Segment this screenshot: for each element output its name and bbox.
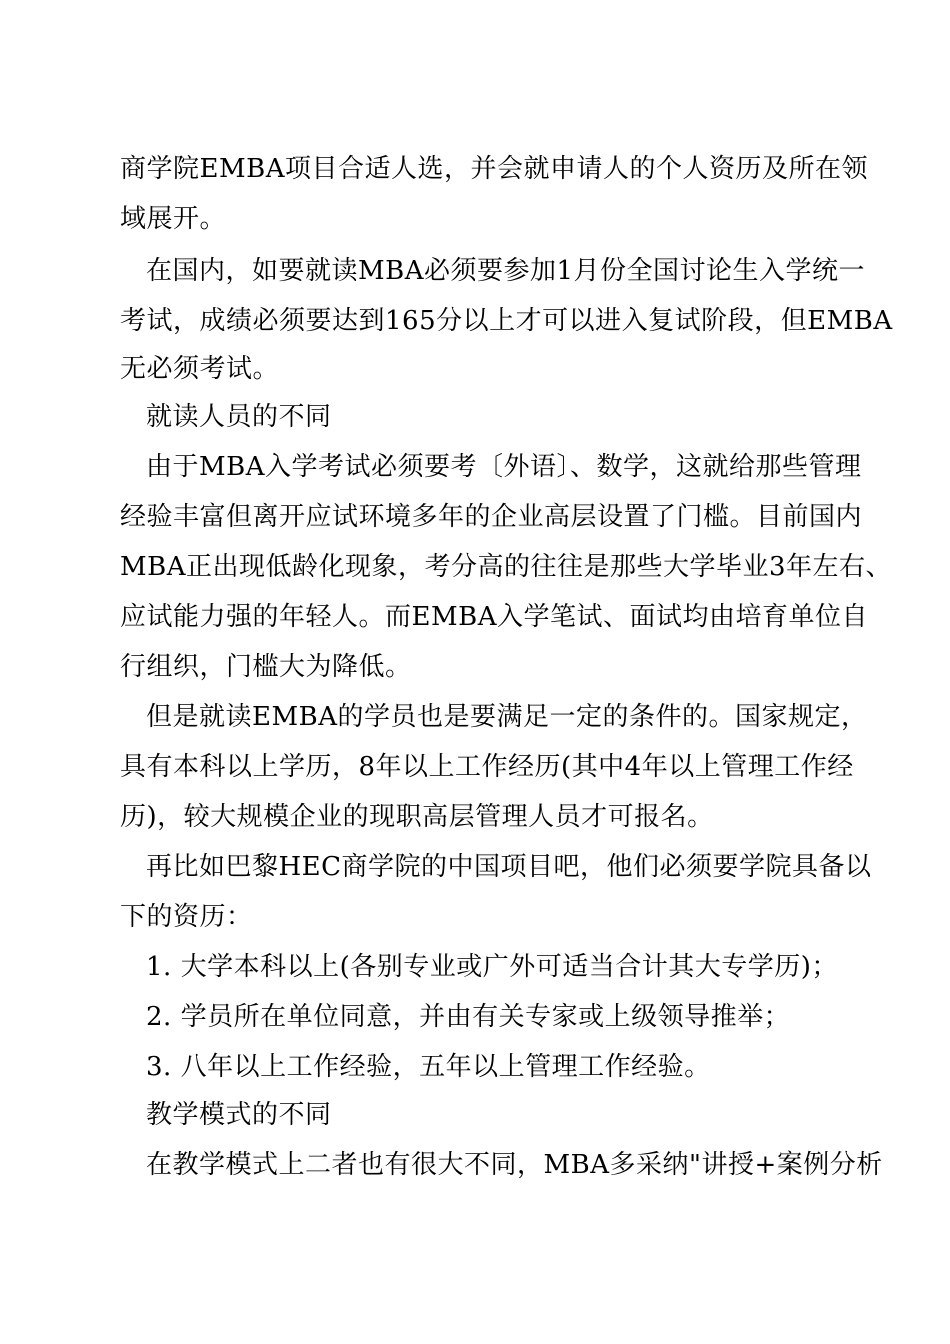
list-item: 2. 学员所在单位同意，并由有关专家或上级领导推举；: [146, 1002, 791, 1032]
text-line: 行组织，门槛大为降低。: [120, 652, 412, 682]
text-line: 应试能力强的年轻人。而EMBA入学笔试、面试均由培育单位自: [120, 602, 868, 632]
text-line: 历)，较大规模企业的现职高层管理人员才可报名。: [120, 802, 714, 832]
text-line: 再比如巴黎HEC商学院的中国项目吧，他们必须要学院具备以: [146, 852, 872, 882]
text-line: 由于MBA入学考试必须要考〔外语〕、数学，这就给那些管理: [146, 452, 862, 482]
list-item: 3. 八年以上工作经验，五年以上管理工作经验。: [146, 1052, 711, 1082]
text-line: 在国内，如要就读MBA必须要参加1月份全国讨论生入学统一: [146, 256, 866, 286]
list-item: 1. 大学本科以上(各别专业或广外可适当合计其大专学历)；: [146, 952, 838, 982]
text-line: 在教学模式上二者也有很大不同，MBA多采纳"讲授+案例分析: [146, 1150, 883, 1180]
section-heading: 教学模式的不同: [146, 1100, 332, 1130]
text-line: MBA正出现低龄化现象，考分高的往往是那些大学毕业3年左右、: [120, 552, 893, 582]
text-line: 经验丰富但离开应试环境多年的企业高层设置了门槛。目前国内: [120, 502, 863, 532]
text-line: 但是就读EMBA的学员也是要满足一定的条件的。国家规定，: [146, 702, 868, 732]
text-line: 商学院EMBA项目合适人选，并会就申请人的个人资历及所在领: [120, 154, 868, 184]
text-line: 下的资历：: [120, 902, 253, 932]
text-line: 域展开。: [120, 204, 227, 234]
section-heading: 就读人员的不同: [146, 402, 332, 432]
text-line: 考试，成绩必须要达到165分以上才可以进入复试阶段，但EMBA: [120, 306, 893, 336]
text-line: 具有本科以上学历，8年以上工作经历(其中4年以上管理工作经: [120, 752, 854, 782]
text-line: 无必须考试。: [120, 354, 280, 384]
